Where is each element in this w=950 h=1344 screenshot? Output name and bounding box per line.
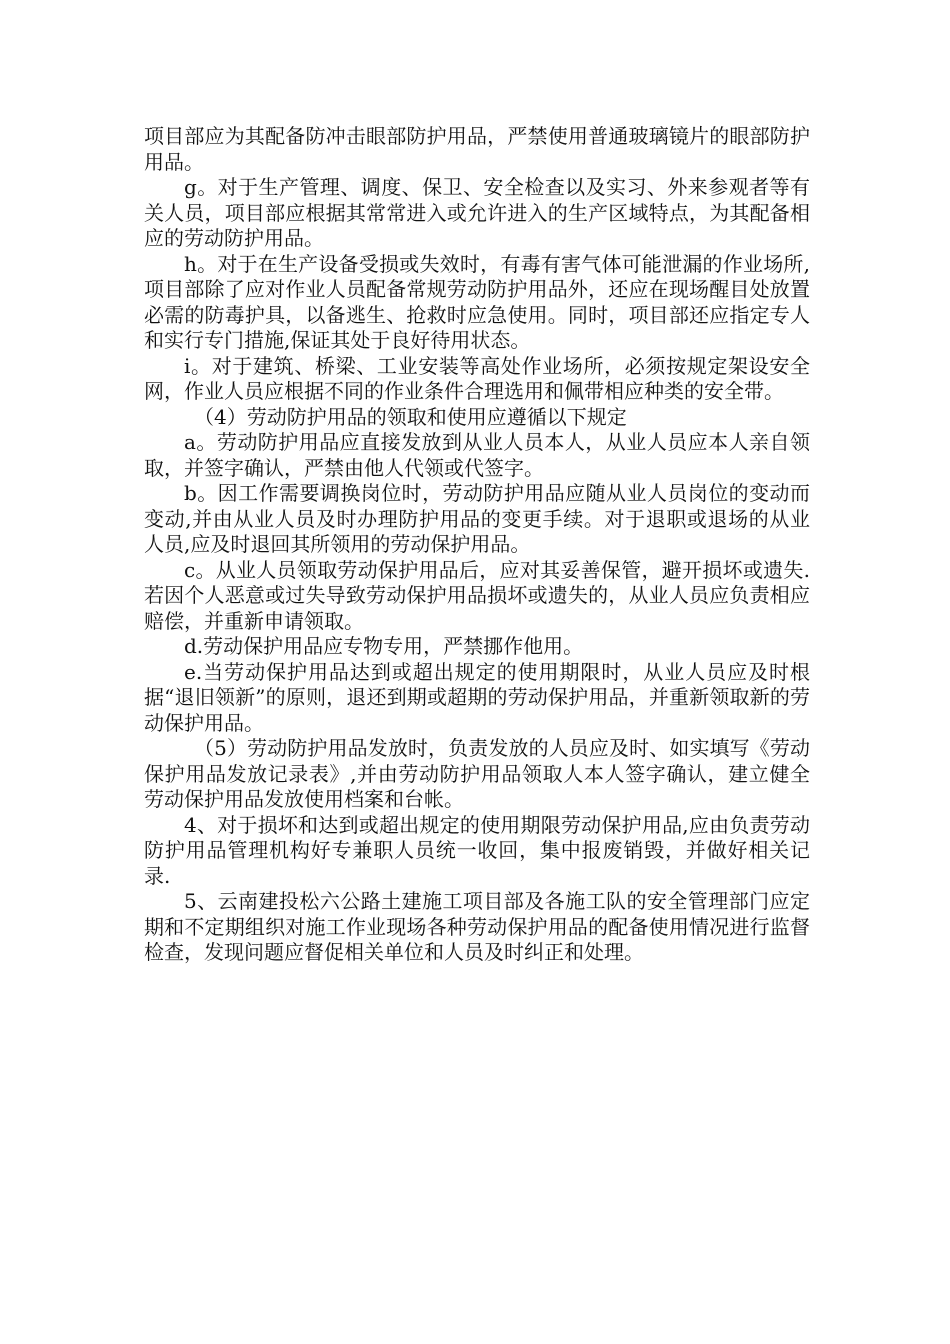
paragraph-item-d: d.劳动保护用品应专物专用，严禁挪作他用。 [184,634,584,658]
paragraph-item-c: c。从业人员领取劳动保护用品后，应对其妥善保管，避开损坏或遗失.若因个人恶意或过失导致劳动保护用品损坏或遗失的，从业人员应负责相应赔偿，并重新申请领取。 [144,557,810,633]
document-page [144,124,810,966]
paragraph-eye-protection-continued: 项目部应为其配备防冲击眼部防护用品，严禁使用普通玻璃镜片的眼部防护用品。 [144,124,810,174]
paragraph-clause-4: 4、对于损坏和达到或超出规定的使用期限劳动保护用品,应由负责劳动防护用品管理机构好专兼职人员统一收回，集中报废销毁，并做好相关记录. [144,812,810,888]
paragraph-item-h: h。对于在生产设备受损或失效时，有毒有害气体可能泄漏的作业场所,项目部除了应对作业人员配备常规劳动防护用品外，还应在现场醒目处放置必需的防毒护具，以备逃生、抢救时应急使用。同时，项目部还应指定专人和实行专门措施,保证其处于良好待用状态。 [144,251,810,352]
paragraph-item-a: a。劳动防护用品应直接发放到从业人员本人，从业人员应本人亲自领取，并签字确认，严禁由他人代领或代签字。 [144,430,810,480]
section-heading-4: （4）劳动防护用品的领取和使用应遵循以下规定 [194,404,627,429]
paragraph-item-e: e.当劳动保护用品达到或超出规定的使用期限时，从业人员应及时根据“退旧领新”的原则，退还到期或超期的劳动保护用品，并重新领取新的劳动保护用品。 [144,659,810,735]
paragraph-clause-5: 5、云南建投松六公路土建施工项目部及各施工队的安全管理部门应定期和不定期组织对施工作业现场各种劳动保护用品的配备使用情况进行监督检查，发现问题应督促相关单位和人员及时纠正和处理。 [144,889,810,964]
section-paragraph-5: （5）劳动防护用品发放时，负责发放的人员应及时、如实填写《劳动保护用品发放记录表》,并由劳动防护用品领取人本人签字确认，建立健全劳动保护用品发放使用档案和台帐。 [144,736,810,811]
paragraph-item-g: g。对于生产管理、调度、保卫、安全检查以及实习、外来参观者等有关人员，项目部应根据其常常进入或允许进入的生产区域特点，为其配备相应的劳动防护用品。 [144,175,810,250]
paragraph-item-b: b。因工作需要调换岗位时，劳动防护用品应随从业人员岗位的变动而变动,并由从业人员及时办理防护用品的变更手续。对于退职或退场的从业人员,应及时退回其所领用的劳动保护用品。 [144,481,810,556]
paragraph-item-i: i。对于建筑、桥梁、工业安装等高处作业场所，必须按规定架设安全网，作业人员应根据不同的作业条件合理选用和佩带相应种类的安全带。 [144,353,810,403]
